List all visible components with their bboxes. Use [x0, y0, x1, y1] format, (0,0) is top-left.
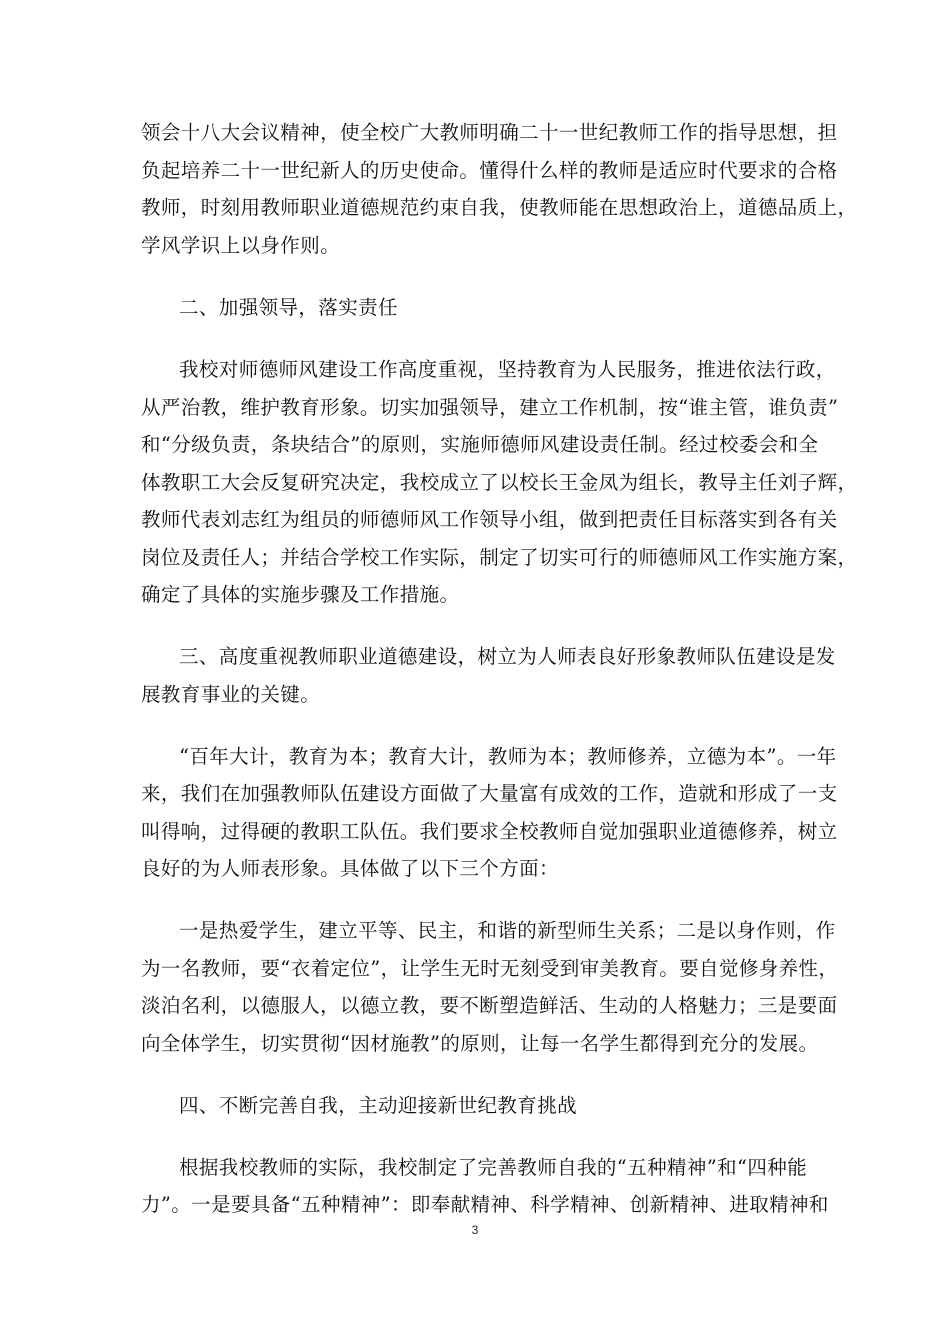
- text-line: 向全体学生，切实贯彻“因材施教”的原则，让每一名学生都得到充分的发展。: [141, 1032, 819, 1055]
- text-line: 为一名教师，要“衣着定位”，让学生无时无刻受到审美教育。要自觉修身养性，: [141, 957, 839, 980]
- text-line: 确定了具体的实施步骤及工作措施。: [141, 583, 460, 606]
- text-line: 从严治教，维护教育形象。切实加强领导，建立工作机制，按“谁主管，谁负责”: [141, 396, 839, 419]
- page-number: 3: [471, 1223, 479, 1237]
- text-line: 叫得响，过得硬的教职工队伍。我们要求全校教师自觉加强职业道德修养，树立: [141, 820, 838, 843]
- text-line: 教师，时刻用教师职业道德规范约束自我，使教师能在思想政治上，道德品质上，: [141, 196, 858, 219]
- text-line: 淡泊名利，以德服人，以德立教，要不断塑造鲜活、生动的人格魅力；三是要面: [141, 994, 838, 1017]
- text-line: 根据我校教师的实际，我校制定了完善教师自我的“五种精神”和“四种能: [179, 1156, 808, 1179]
- section-heading: 三、高度重视教师职业道德建设，树立为人师表良好形象教师队伍建设是发: [179, 645, 836, 668]
- text-line: 负起培养二十一世纪新人的历史使命。懂得什么样的教师是适应时代要求的合格: [141, 159, 838, 182]
- text-line: 体教职工大会反复研究决定，我校成立了以校长王金凤为组长，教导主任刘子辉，: [141, 471, 858, 494]
- section-heading: 二、加强领导，落实责任: [179, 296, 398, 319]
- text-line: “百年大计，教育为本；教育大计，教师为本；教师修养，立德为本”。一年: [179, 745, 837, 768]
- text-line: 我校对师德师风建设工作高度重视，坚持教育为人民服务，推进依法行政，: [179, 358, 836, 381]
- text-line: 一是热爱学生，建立平等、民主，和谐的新型师生关系；二是以身作则，作: [179, 919, 836, 942]
- section-heading: 四、不断完善自我，主动迎接新世纪教育挑战: [179, 1094, 578, 1117]
- text-line: 展教育事业的关键。: [141, 683, 321, 706]
- text-line: 教师代表刘志红为组员的师德师风工作领导小组，做到把责任目标落实到各有关: [141, 508, 838, 531]
- text-line: 学风学识上以身作则。: [141, 234, 341, 257]
- text-line: 领会十八大会议精神，使全校广大教师明确二十一世纪教师工作的指导思想，担: [141, 121, 838, 144]
- text-line: 来，我们在加强教师队伍建设方面做了大量富有成效的工作，造就和形成了一支: [141, 782, 838, 805]
- text-line: 力”。一是要具备“五种精神”：即奉献精神、科学精神、创新精神、进取精神和: [141, 1193, 829, 1216]
- text-line: 岗位及责任人；并结合学校工作实际，制定了切实可行的师德师风工作实施方案，: [141, 546, 858, 569]
- text-line: 良好的为人师表形象。具体做了以下三个方面：: [141, 857, 559, 880]
- text-line: 和“分级负责，条块结合”的原则，实施师德师风建设责任制。经过校委会和全: [141, 433, 819, 456]
